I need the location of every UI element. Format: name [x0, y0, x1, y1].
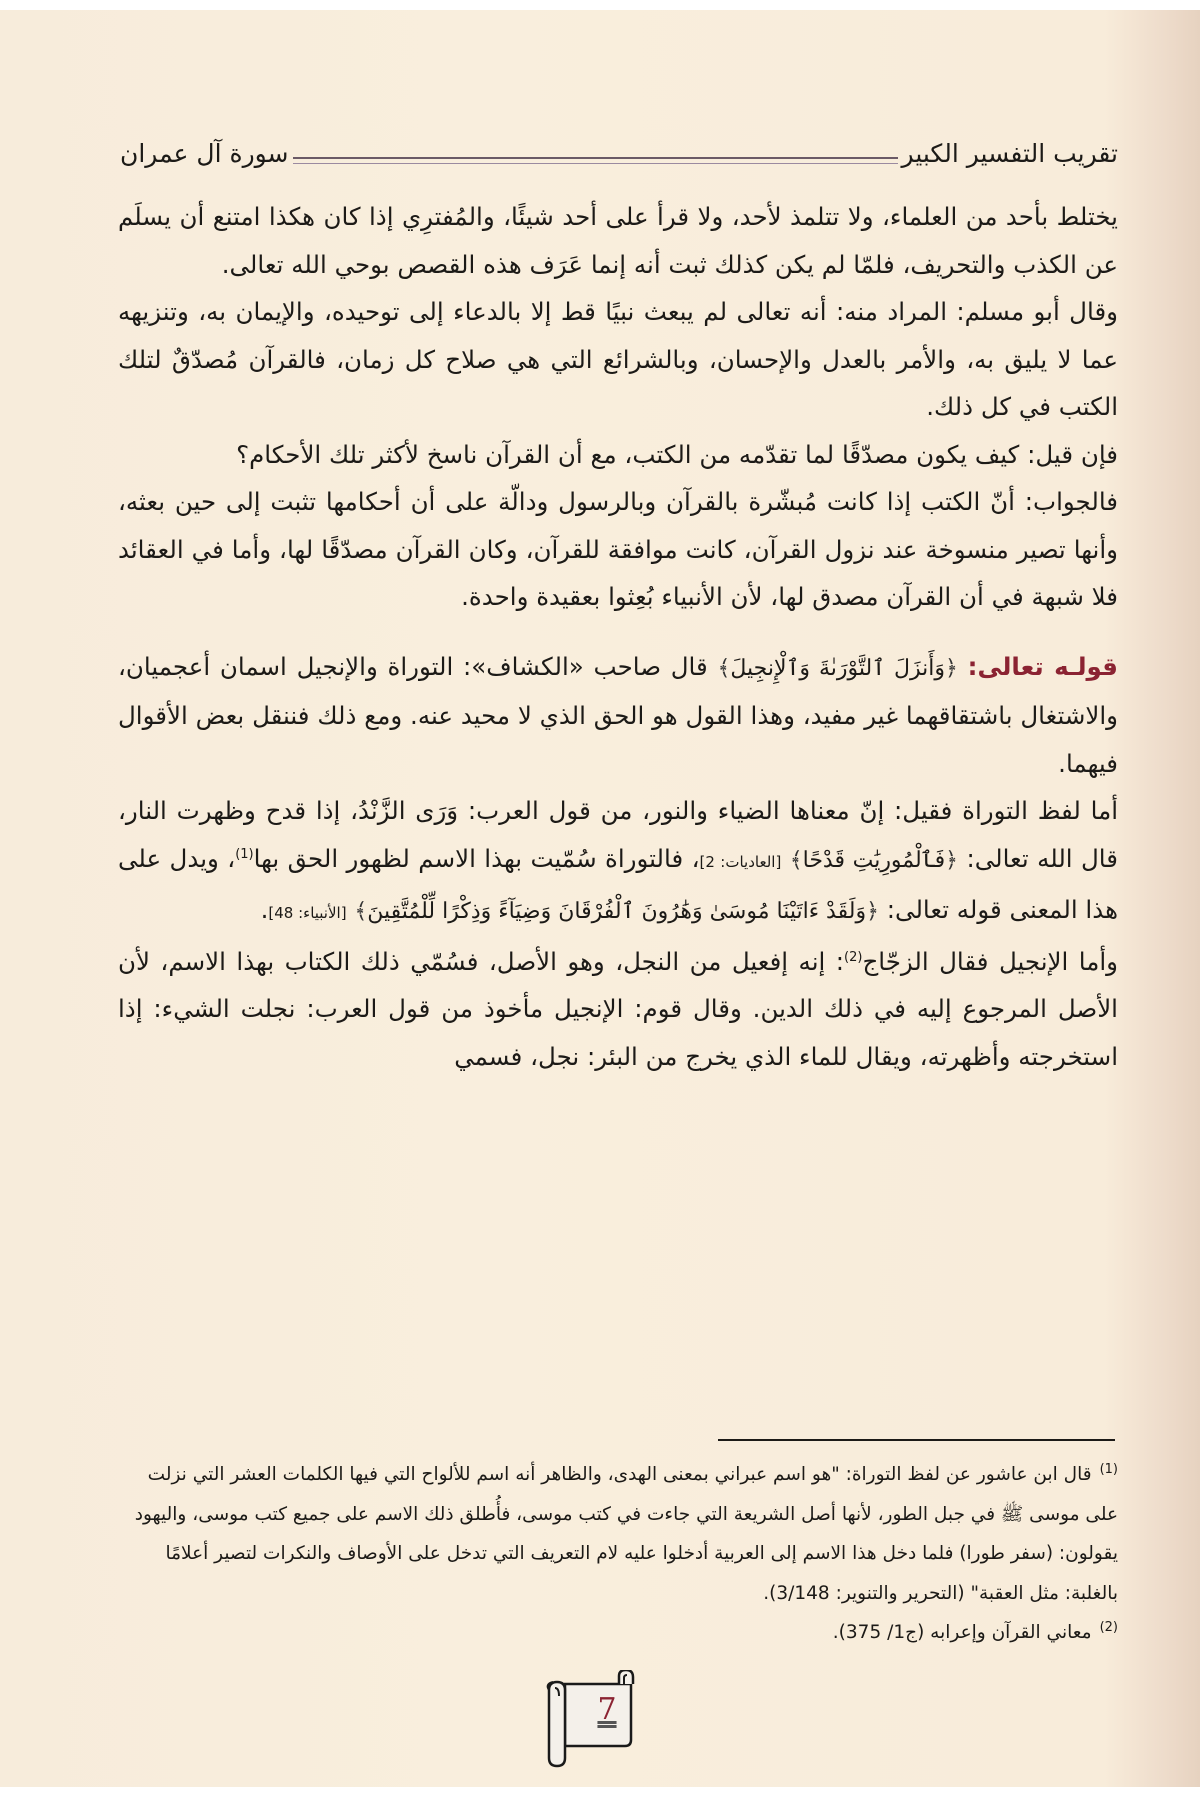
footnote-1 — [118, 1455, 1118, 1613]
quran-bracket-close-icon: ﴾ — [717, 655, 731, 681]
quran-verse: فَٱلْمُورِيَٰتِ قَدْحًا — [802, 847, 946, 873]
footnote-text: قال ابن عاشور عن لفظ التوراة: "هو اسم عبراني بمعنى الهدى، والظاهر أنه اسم للألواح التي فيها الكلمات العشر التي نزلت على موسى ﷺ في جبل الطور، لأنها أصل الشريعة التي جاءت في كتب موسى، فأُطلق ذلك الاسم على جميع كتب موسى، واليهود يقولون: (سفر طورا) فلما دخل هذا الاسم إلى العربية أدخلوا عليه لام التعريف التي تدخل على الأوصاف والنكرات لتصير أعلامًا بالغلبة: مثل العقبة" (التحرير والتنوير: 3/148). — [134, 1464, 1118, 1604]
paragraph: فالجواب: أنّ الكتب إذا كانت مُبشّرة بالقرآن وبالرسول ودالّة على أن أحكامها تثبت إلى حين بعثه، وأنها تصير منسوخة عند نزول القرآن، كانت موافقة للقرآن، وكان القرآن مصدّقًا لها، وأما في العقائد فلا شبهة في أن القرآن مصدق لها، لأن الأنبياء بُعِثوا بعقيدة واحدة. — [118, 487, 1118, 611]
footnote-separator — [718, 1439, 1115, 1441]
footnote-ref-2[interactable]: (2) — [844, 949, 863, 965]
quran-bracket-close-icon: ﴾ — [789, 847, 803, 873]
quran-bracket-open-icon: ﴿ — [866, 899, 879, 924]
paragraph — [118, 938, 1118, 1081]
punctuation: . — [260, 895, 269, 924]
book-page — [0, 10, 1200, 1787]
quran-bracket-open-icon: ﴿ — [945, 847, 959, 873]
paragraph-text: : إنه إفعيل من النجل، وهو الأصل، فسُمّي ذلك الكتاب بهذا الاسم، لأن الأصل المرجوع إليه في ذلك الدين. وقال قوم: الإنجيل مأخوذ من قول العرب: نجلت الشيء: إذا استخرجته وأظهرته، ويقال للماء الذي يخرج من البئر: نجل، فسمي — [118, 946, 1118, 1071]
paragraph-text: أما لفظ التوراة فقيل: إنّ معناها الضياء والنور، من قول العرب: وَرَى الزَّنْدُ، إذا قدح وظهرت النار، قال الله تعالى: — [118, 796, 1118, 873]
book-title: تقريب التفسير الكبير — [901, 139, 1118, 168]
footnotes — [118, 1455, 1118, 1653]
verse-lead-heading: قولـه تعالى: — [967, 651, 1118, 681]
surah-title: سورة آل عمران — [120, 139, 289, 168]
page-number: 7 — [597, 1692, 617, 1727]
footnote-2 — [118, 1613, 1118, 1653]
paragraph-verse-commentary — [118, 643, 1118, 788]
running-header — [120, 128, 1118, 168]
quran-bracket-close-icon: ﴾ — [354, 899, 368, 924]
paragraph-text: وأما الإنجيل فقال الزجّاج — [862, 946, 1118, 976]
paragraph-text: ، فالتوراة سُمّيت بهذا الاسم لظهور الحق بها — [253, 843, 700, 873]
paragraph: يختلط بأحد من العلماء، ولا تتلمذ لأحد، ولا قرأ على أحد شيئًا، والمُفترِي إذا كان هكذا امتنع أن يسلَم عن الكذب والتحريف، فلمّا لم يكن كذلك ثبت أنه إنما عَرَف هذه القصص بوحي الله تعالى. — [118, 202, 1118, 279]
main-text — [118, 193, 1118, 1080]
verse-reference: [العاديات: 2] — [699, 852, 782, 871]
header-rule — [293, 157, 898, 164]
verse-reference: [الأنبياء: 48] — [268, 904, 347, 922]
paragraph-text: ، ويدل على هذا المعنى قوله تعالى: — [118, 843, 1118, 924]
footnote-marker: (2) — [1099, 1619, 1118, 1635]
paragraph: وقال أبو مسلم: المراد منه: أنه تعالى لم يبعث نبيًا قط إلا بالدعاء إلى توحيده، والإيمان به، وتنزيهه عما لا يليق به، والأمر بالعدل والإحسان، وبالشرائع التي هي صلاح كل زمان، فالقرآن مُصدّقٌ لتلك الكتب في كل ذلك. — [118, 297, 1118, 421]
paragraph-text: قال صاحب «الكشاف»: التوراة والإنجيل اسمان أعجميان، والاشتغال باشتقاقهما غير مفيد، وهذا القول هو الحق الذي لا محيد عنه. ومع ذلك فننقل بعض الأقوال فيهما. — [118, 651, 1118, 778]
quran-bracket-open-icon: ﴿ — [945, 655, 958, 681]
paragraph — [118, 787, 1118, 938]
footnote-ref-1[interactable]: (1) — [235, 846, 254, 862]
quran-verse: وَلَقَدْ ءَاتَيْنَا مُوسَىٰ وَهَٰرُونَ ٱلْفُرْقَانَ وَضِيَآءً وَذِكْرًا لِّلْمُتَّقِينَ — [367, 899, 867, 924]
footnote-marker: (1) — [1099, 1461, 1118, 1477]
quran-verse: وَأَنزَلَ ٱلتَّوْرَىٰةَ وَٱلْإِنجِيلَ — [730, 655, 946, 681]
paragraph: فإن قيل: كيف يكون مصدّقًا لما تقدّمه من الكتب، مع أن القرآن ناسخ لأكثر تلك الأحكام؟ — [236, 439, 1118, 469]
footnote-text: معاني القرآن وإعرابه (ج1/ 375). — [832, 1622, 1092, 1643]
page-number-scroll — [535, 1670, 645, 1768]
